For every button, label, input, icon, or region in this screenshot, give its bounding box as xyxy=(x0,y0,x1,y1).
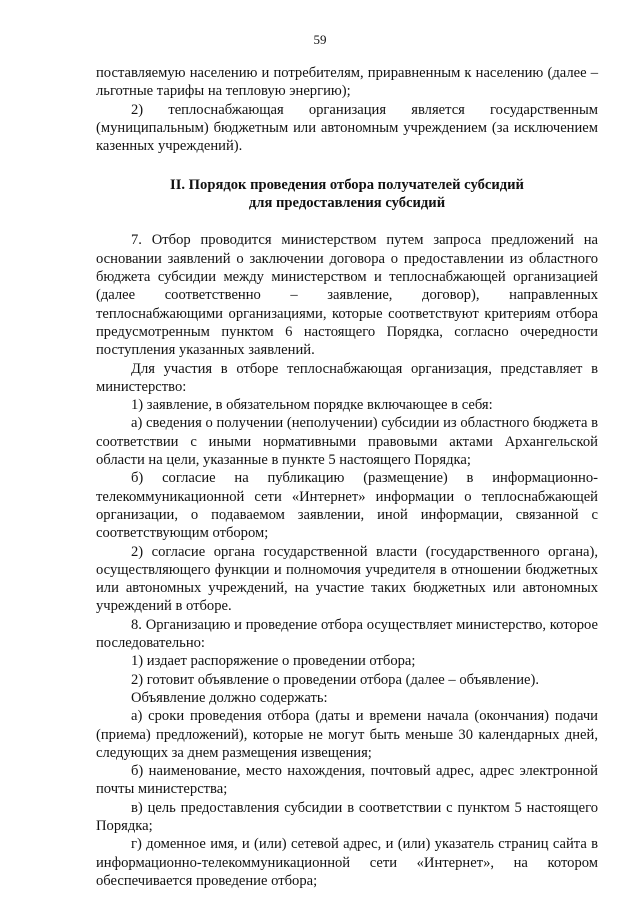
paragraph: 7. Отбор проводится министерством путем запроса предложений на основании заявлений о заключении договора о предоставлении из областного бюджета субсидии между министерством и теплоснабжающей организацией (далее соответственно – заявление, договор), направленных теплоснабжающими организациями, которые соответствуют критериям отбора предусмотренным пунктом 6 настоящего Порядка, согласно очередности поступления указанных заявлений. xyxy=(96,232,598,359)
section-heading xyxy=(96,177,598,212)
paragraph: Объявление должно содержать: xyxy=(131,689,328,706)
paragraph: а) сроки проведения отбора (даты и времени начала (окончания) подачи (приема) предложений), которые не могут быть меньше 30 календарных дней, следующих за днем размещения извещения; xyxy=(96,708,598,761)
document-body xyxy=(96,64,598,890)
page-number: 59 xyxy=(313,32,327,47)
paragraph: 1) издает распоряжение о проведении отбора; xyxy=(131,653,416,670)
section-heading-line: II. Порядок проведения отбора получателей субсидий xyxy=(170,177,524,194)
paragraph: г) доменное имя, и (или) сетевой адрес, и (или) указатель страниц сайта в информационно-телекоммуникационной сети «Интернет», на котором обеспечивается проведение отбора; xyxy=(96,836,598,889)
paragraph: 2) теплоснабжающая организация является государственным (муниципальным) бюджетным или автономным учреждением (за исключением казенных учреждений). xyxy=(96,101,598,155)
paragraph: 2) готовит объявление о проведении отбора (далее – объявление). xyxy=(131,671,540,688)
paragraph: 2) согласие органа государственной власти (государственного органа), осуществляющего функции и полномочия учредителя в отношении бюджетных или автономных учреждений, на участие таких бюджетных или автономных учреждений в отборе. xyxy=(96,543,598,615)
paragraph: 8. Организацию и проведение отбора осуществляет министерство, которое последовательно: xyxy=(96,616,598,652)
paragraph: б) наименование, место нахождения, почтовый адрес, адрес электронной почты министерства; xyxy=(96,763,598,798)
paragraph: б) согласие на публикацию (размещение) в информационно-телекоммуникационной сети «Интернет» информации о теплоснабжающей организации, о подаваемом заявлении, иной информации, связанной с соответствующим отбором; xyxy=(96,470,598,542)
paragraph: Для участия в отборе теплоснабжающая организация, представляет в министерство: xyxy=(96,360,598,395)
paragraph: а) сведения о получении (неполучении) субсидии из областного бюджета в соответствии с иными нормативными правовыми актами Архангельской области на цели, указанные в пункте 5 настоящего Порядка; xyxy=(96,415,598,469)
section-heading-line: для предоставления субсидий xyxy=(248,194,446,211)
paragraph: 1) заявление, в обязательном порядке включающее в себя: xyxy=(131,397,493,414)
paragraph: поставляемую населению и потребителям, приравненным к населению (далее – льготные тарифы на тепловую энергию); xyxy=(96,65,598,100)
paragraph: в) цель предоставления субсидии в соответствии с пунктом 5 настоящего Порядка; xyxy=(96,799,598,834)
